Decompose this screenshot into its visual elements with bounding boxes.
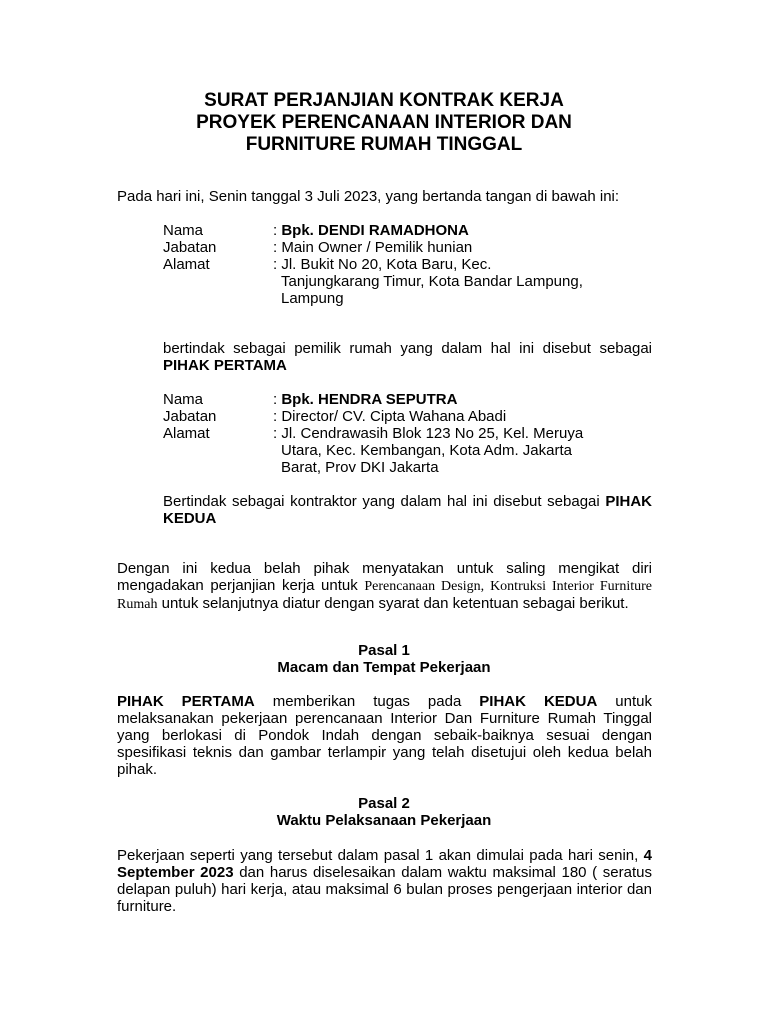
address-label: Alamat xyxy=(163,425,210,442)
pasal2-date: 4 September 2023 xyxy=(117,847,652,881)
party1-role-label: PIHAK PERTAMA xyxy=(163,357,287,374)
position-label: Jabatan xyxy=(163,239,217,256)
name-label: Nama xyxy=(163,222,204,239)
party2-address-row: Alamat : Jl. Cendrawasih Blok 123 No 25, Kel. Meruya Utara, Kec. Kembangan, Kota Adm. Jakarta Barat, Prov DKI Jakarta xyxy=(163,425,652,476)
title-line-3: FURNITURE RUMAH TINGGAL xyxy=(245,134,523,155)
pasal1-party1: PIHAK PERTAMA xyxy=(117,693,255,710)
pasal1-heading: Macam dan Tempat Pekerjaan xyxy=(277,659,491,676)
party2-name: Bpk. HENDRA SEPUTRA xyxy=(281,391,458,408)
pasal1-number: Pasal 1 xyxy=(358,642,410,659)
party2-address-line-2: Utara, Kec. Kembangan, Kota Adm. Jakarta xyxy=(281,442,572,459)
party2-address-line-3: Barat, Prov DKI Jakarta xyxy=(281,459,439,476)
party1-name-row: Nama : Bpk. DENDI RAMADHONA xyxy=(163,222,469,239)
pasal1-text-2: untuk melaksanakan pekerjaan perencanaan Interior Dan Furniture Rumah Tinggal yang berlokasi di Pondok Indah dengan sebaik-baiknya sesuai dengan spesifikasi teknis dan gambar terlampir yang telah disetujui oleh kedua belah pihak. xyxy=(117,693,652,778)
agreement-text-2: untuk selanjutnya diatur dengan syarat dan ketentuan sebagai berikut. xyxy=(161,595,629,612)
party1-role-text: bertindak sebagai pemilik rumah yang dalam hal ini disebut sebagai xyxy=(163,340,652,357)
party2-role-text: Bertindak sebagai kontraktor yang dalam hal ini disebut sebagai xyxy=(163,493,600,510)
pasal1-text-1: memberikan tugas pada xyxy=(272,693,462,710)
pasal1-paragraph xyxy=(117,693,652,778)
party1-position-row: Jabatan : Main Owner / Pemilik hunian xyxy=(163,239,473,256)
position-label: Jabatan xyxy=(163,408,217,425)
address-label: Alamat xyxy=(163,256,210,273)
pasal2-paragraph xyxy=(117,847,652,915)
pasal2-text-1: Pekerjaan seperti yang tersebut dalam pasal 1 akan dimulai pada hari senin, xyxy=(117,847,639,864)
party2-name-row: Nama : Bpk. HENDRA SEPUTRA xyxy=(163,391,458,408)
party2-address-line-1: Jl. Cendrawasih Blok 123 No 25, Kel. Meruya xyxy=(281,425,584,442)
party1-position: Main Owner / Pemilik hunian xyxy=(281,239,473,256)
title-line-2: PROYEK PERENCANAAN INTERIOR DAN xyxy=(196,112,572,133)
name-label: Nama xyxy=(163,391,204,408)
party2-role-label-2: KEDUA xyxy=(163,510,217,527)
pasal1-party2: PIHAK KEDUA xyxy=(479,693,598,710)
pasal2-number: Pasal 2 xyxy=(358,795,410,812)
party1-address-row: Alamat : Jl. Bukit No 20, Kota Baru, Kec. Tanjungkarang Timur, Kota Bandar Lampung, Lampung xyxy=(163,256,652,307)
party2-position-row: Jabatan : Director/ CV. Cipta Wahana Abadi xyxy=(163,408,507,425)
project-name: Perencanaan Design, Kontruksi Interior Furniture Rumah xyxy=(117,579,652,612)
party1-address-line-1: Jl. Bukit No 20, Kota Baru, Kec. xyxy=(281,256,492,273)
intro-paragraph: Pada hari ini, Senin tanggal 3 Juli 2023, yang bertanda tangan di bawah ini: xyxy=(117,188,620,205)
agreement-text-1: Dengan ini kedua belah pihak menyatakan untuk saling mengikat diri mengadakan perjanjian kerja untuk xyxy=(117,560,652,594)
party1-address-line-3: Lampung xyxy=(281,290,344,307)
party1-name: Bpk. DENDI RAMADHONA xyxy=(281,222,469,239)
party2-position: Director/ CV. Cipta Wahana Abadi xyxy=(281,408,507,425)
party2-role-label-1: PIHAK xyxy=(605,493,652,510)
party1-details xyxy=(163,222,652,307)
agreement-paragraph xyxy=(117,560,652,613)
party2-role xyxy=(163,493,652,527)
pasal2-text-2: dan harus diselesaikan dalam waktu maksimal 180 ( seratus delapan puluh) hari kerja, atau maksimal 6 bulan proses pengerjaan interior dan furniture. xyxy=(117,864,652,915)
party1-role xyxy=(163,340,652,374)
pasal2-heading: Waktu Pelaksanaan Pekerjaan xyxy=(276,812,492,829)
title-line-1: SURAT PERJANJIAN KONTRAK KERJA xyxy=(204,90,564,111)
party1-address-line-2: Tanjungkarang Timur, Kota Bandar Lampung, xyxy=(281,273,583,290)
document-title xyxy=(0,90,768,156)
party2-details xyxy=(163,391,652,476)
